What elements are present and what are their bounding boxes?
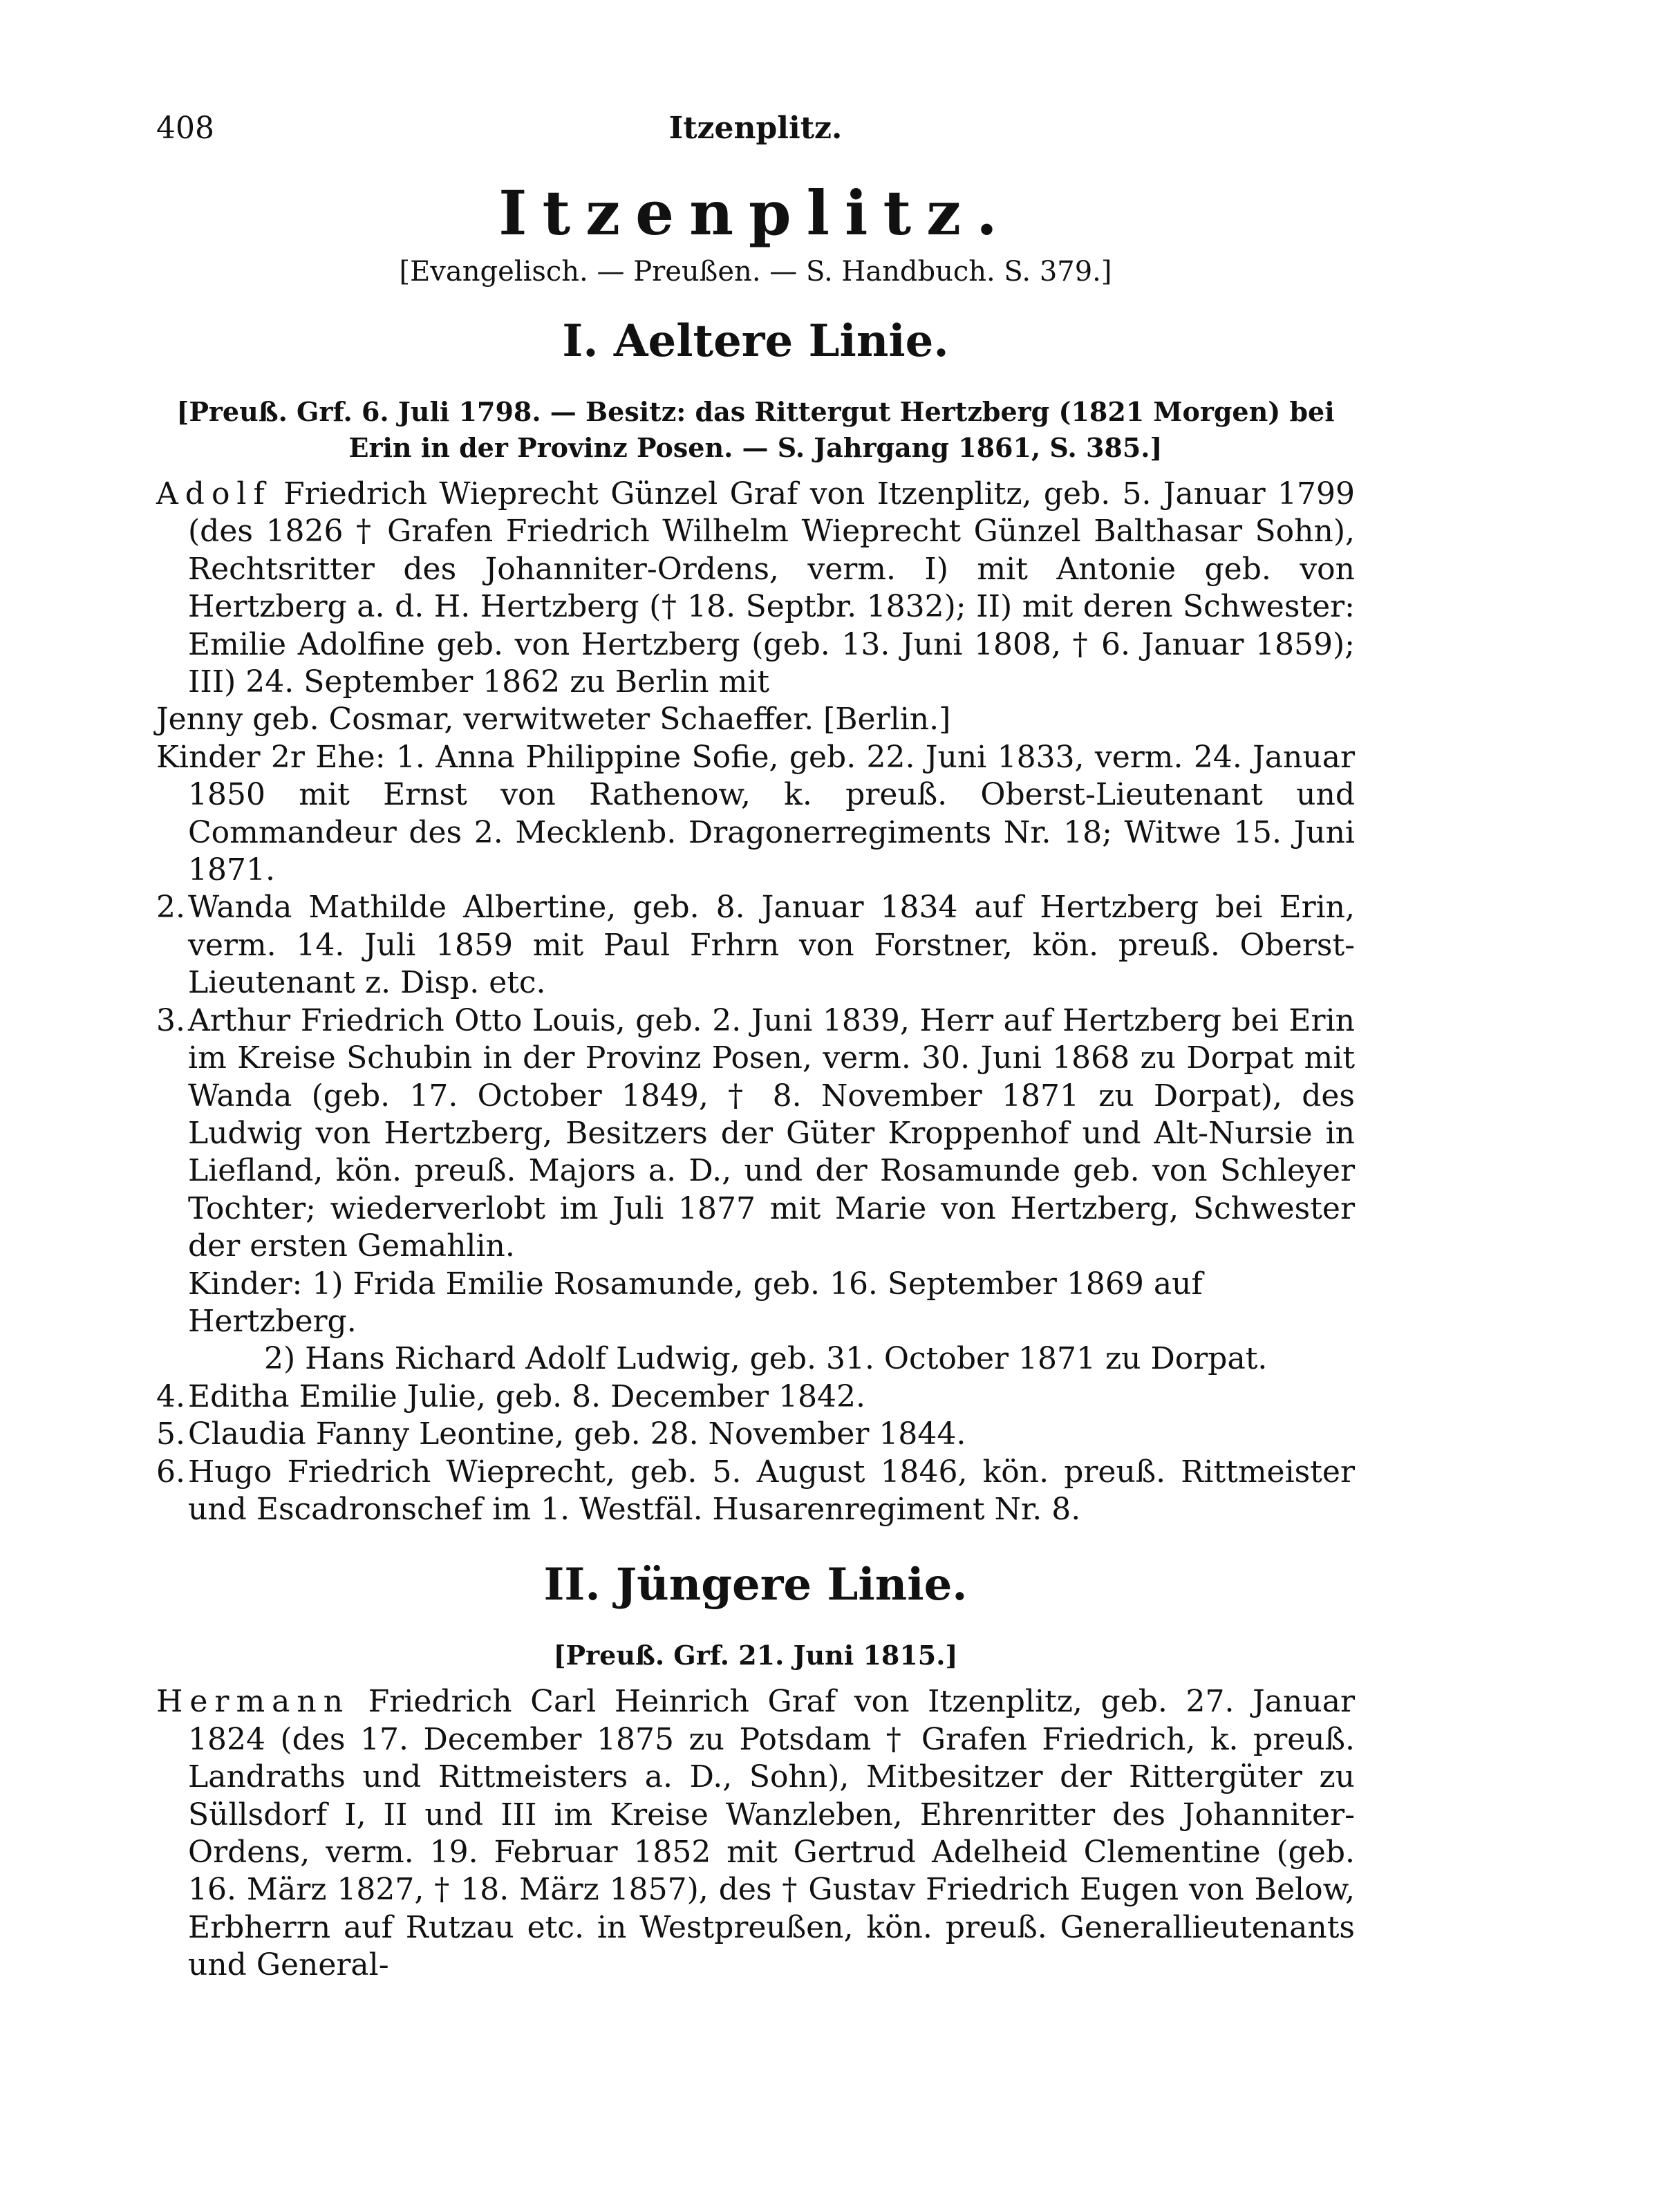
list-item [156,1002,1355,1266]
child-text: Hugo Friedrich Wieprecht, geb. 5. August 1846, kön. preuß. Rittmeister und Escadronschef im 1. Westfäl. Husarenregiment Nr. 8. [188,1454,1355,1527]
child-text: Claudia Fanny Leontine, geb. 28. November 1844. [188,1416,966,1452]
family-title: Itzenplitz. [498,177,1013,249]
line1-heading: I. Aeltere Linie. [562,315,949,367]
child-1: 1. Anna Philippine Sofie, geb. 22. Juni 1833, verm. 24. Januar 1850 mit Ernst von Rathenow, k. preuß. Oberst-Lieutenant und Commandeur des 2. Mecklenb. Dragonerregiments Nr. 18; Witwe 15. Juni 1871. [188,739,1355,888]
list-item [156,889,1355,1002]
page-number: 408 [156,111,214,146]
line2-note: [Preuß. Grf. 21. Juni 1815.] [553,1640,958,1671]
child-text: Arthur Friedrich Otto Louis, geb. 2. Juni 1839, Herr auf Hertzberg bei Erin im Kreise Schubin in der Provinz Posen, verm. 30. Juni 1868 zu Dorpat mit Wanda (geb. 17. October 1849, † 8. November 1871 zu Dorpat), des Ludwig von Hertzberg, Besitzers der Güter Kroppenhof und Alt-Nursie in Liefland, kön. preuß. Majors a. D., und der Rosamunde geb. von Schleyer Tochter; wiederverlobt im Juli 1877 mit Marie von Hertzberg, Schwester der ersten Gemahlin. [188,1002,1355,1264]
list-item [156,1378,1355,1416]
line1-head-entry [156,476,1355,701]
line1-third-wife: Jenny geb. Cosmar, verwitweter Schaeffer. [Berlin.] [156,702,951,738]
line1-children-intro [156,739,1355,890]
child-number: 3. [156,1002,185,1038]
scan-margin-noise [1438,83,1645,2157]
grandchildren-block [156,1266,1355,1378]
line2-head-entry [156,1683,1355,1984]
line2-heading: II. Jüngere Linie. [543,1559,968,1611]
running-header [156,104,1355,159]
children-label: Kinder 2r Ehe: [156,739,386,775]
grandchild-1: 1) Frida Emilie Rosamunde, geb. 16. September 1869 auf Hertzberg. [188,1266,1203,1339]
running-title: Itzenplitz. [668,111,843,146]
line1-head-text: Friedrich Wieprecht Günzel Graf von Itzenplitz, geb. 5. Januar 1799 (des 1826 † Grafen Friedrich Wilhelm Wieprecht Günzel Balthasar Sohn), Rechtsritter des Johanniter-Ordens, verm. I) mit Antonie geb. von Hertzberg a. d. H. Hertzberg († 18. Septbr. 1832); II) mit deren Schwester: Emilie Adolfine geb. von Hertzberg (geb. 13. Juni 1808, † 6. Januar 1859); III) 24. September 1862 zu Berlin mit [188,476,1355,700]
line1-head-name: Adolf [156,476,272,512]
list-item [156,1454,1355,1529]
page [156,104,1355,2177]
child-text: Editha Emilie Julie, geb. 8. December 1842. [188,1378,866,1414]
children-list-b [156,1378,1355,1529]
child-number: 4. [156,1378,185,1414]
child-number: 2. [156,890,185,926]
child-number: 5. [156,1416,185,1452]
child-number: 6. [156,1454,185,1490]
line2-head-text: Friedrich Carl Heinrich Graf von Itzenplitz, geb. 27. Januar 1824 (des 17. December 1875 zu Potsdam † Grafen Friedrich, k. preuß. Landraths und Rittmeisters a. D., Sohn), Mitbesitzer der Rittergüter zu Süllsdorf I, II und III im Kreise Wanzleben, Ehrenritter des Johanniter-Ordens, verm. 19. Februar 1852 mit Gertrud Adelheid Clementine (geb. 16. März 1827, † 18. März 1857), des † Gustav Friedrich Eugen von Below, Erbherrn auf Rutzau etc. in Westpreußen, kön. preuß. Generallieutenants und General- [188,1684,1355,1983]
grandchild-2: 2) Hans Richard Adolf Ludwig, geb. 31. October 1871 zu Dorpat. [264,1341,1268,1377]
child-text: Wanda Mathilde Albertine, geb. 8. Januar 1834 auf Hertzberg bei Erin, verm. 14. Juli 1859 mit Paul Frhrn von Forstner, kön. preuß. Oberst-Lieutenant z. Disp. etc. [188,890,1355,1001]
list-item [156,1416,1355,1453]
grandchild-1-row [188,1266,1355,1341]
line2-section [156,1556,1355,1984]
line1-note: [Preuß. Grf. 6. Juli 1798. — Besitz: das Rittergut Hertzberg (1821 Morgen) bei Erin in der Provinz Posen. — S. Jahrgang 1861, S. 385.] [176,396,1335,463]
grandchildren-label: Kinder: [188,1266,303,1302]
children-list-a [156,889,1355,1265]
family-subtitle: [Evangelisch. — Preußen. — S. Handbuch. S. 379.] [399,256,1112,288]
line2-head-name: Hermann [156,1684,350,1720]
